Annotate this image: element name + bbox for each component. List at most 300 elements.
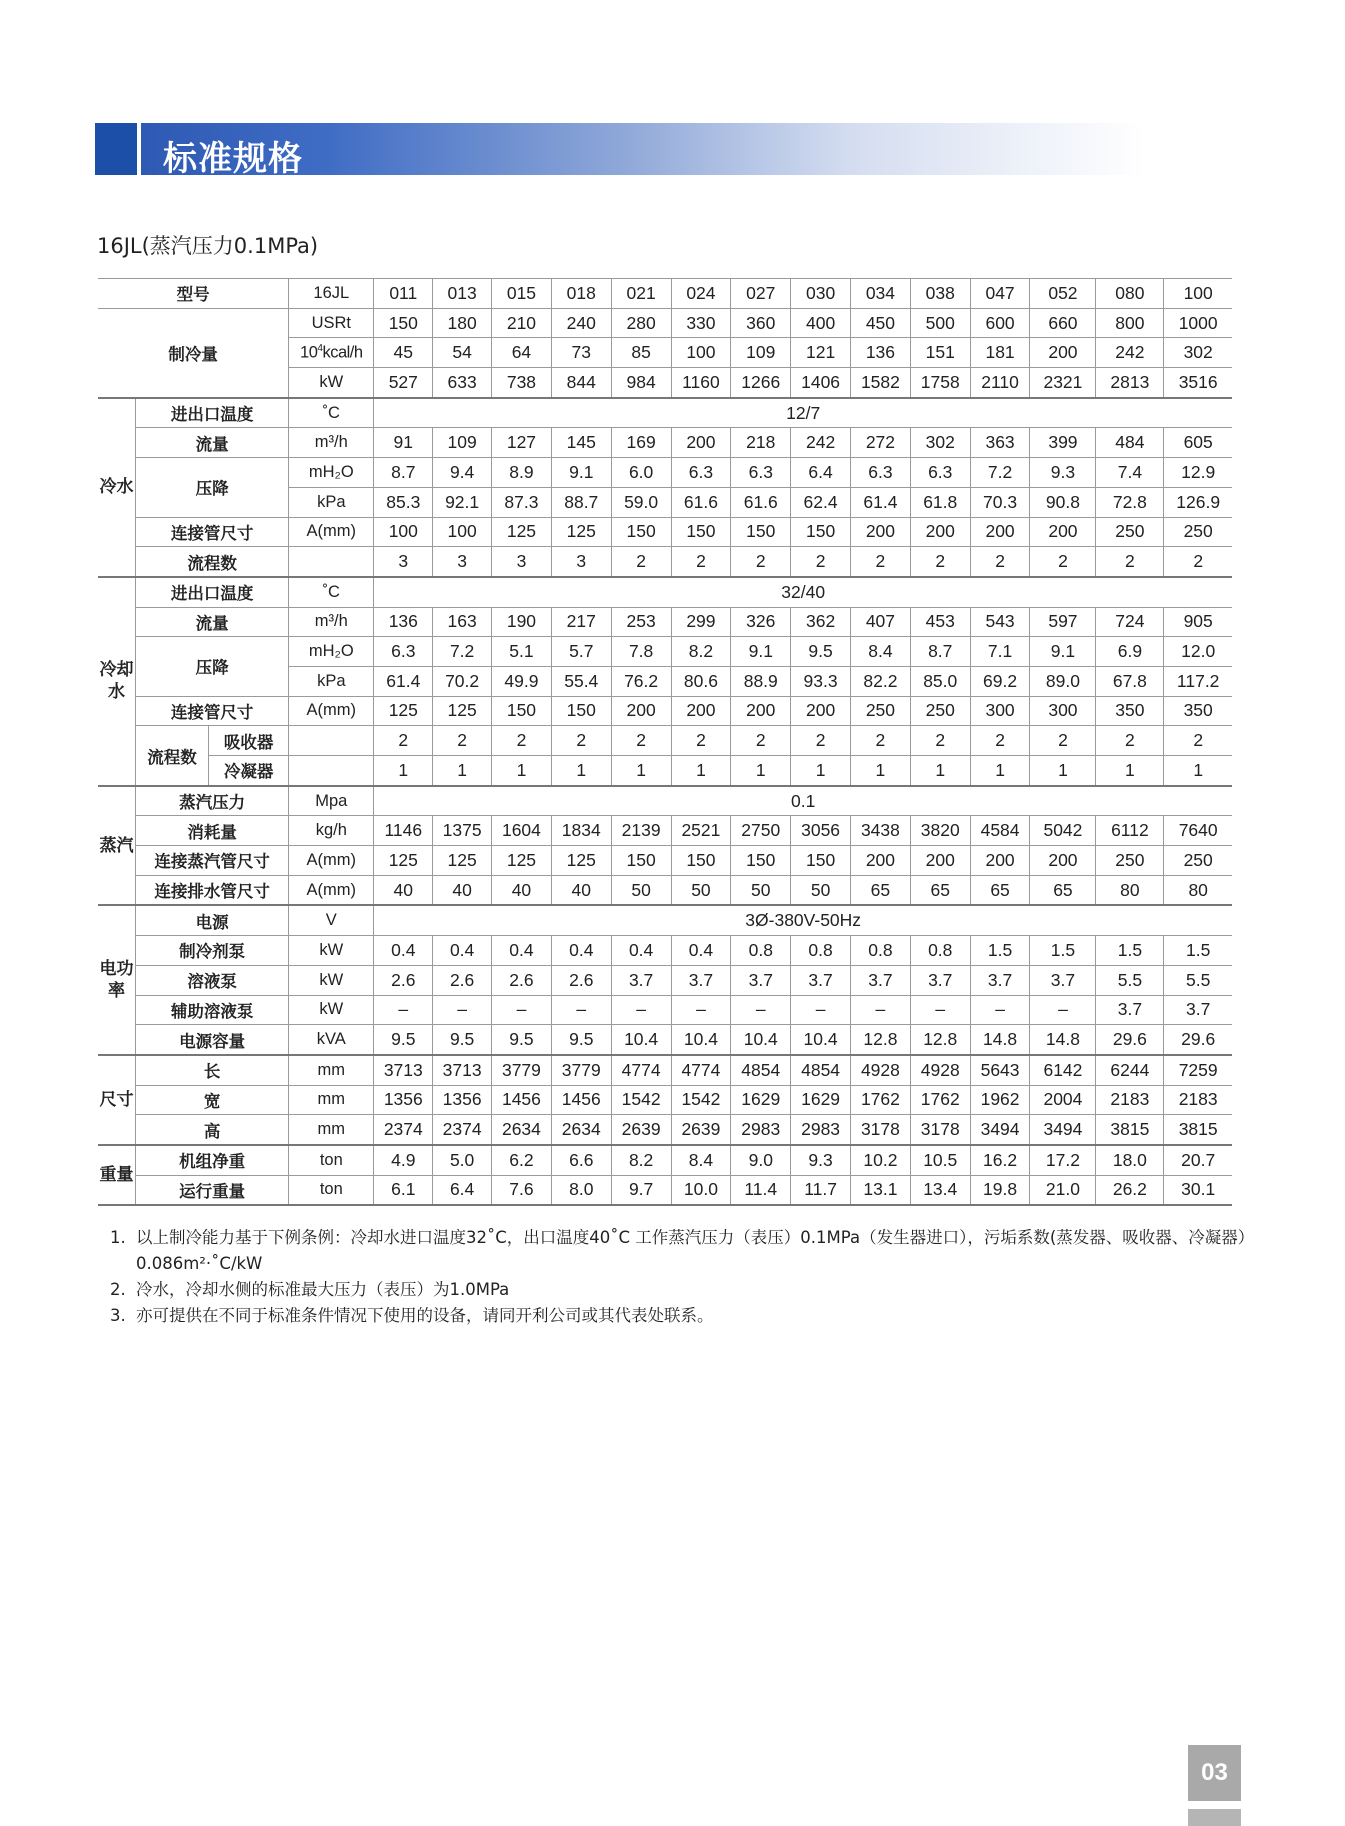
refrigerant-pump-value: 0.4 bbox=[374, 936, 433, 966]
capacity-kw-value: 527 bbox=[374, 368, 433, 398]
note-number: 1. bbox=[110, 1228, 126, 1247]
power-capacity-value: 29.6 bbox=[1096, 1025, 1164, 1055]
cooling-condenser-value: 1 bbox=[851, 756, 911, 786]
power-capacity-value: 9.5 bbox=[374, 1025, 433, 1055]
cooling-pipe-value: 200 bbox=[611, 696, 671, 726]
capacity-kw-value: 738 bbox=[492, 368, 552, 398]
dimension-length-value: 6142 bbox=[1030, 1055, 1096, 1085]
capacity-label: 制冷量 bbox=[98, 308, 289, 398]
cooling-pipe-value: 200 bbox=[791, 696, 851, 726]
refrigerant-pump-value: 0.4 bbox=[551, 936, 611, 966]
solution-pump-value: 3.7 bbox=[791, 965, 851, 995]
model-row bbox=[98, 279, 1232, 309]
refrigerant-pump-value: 0.4 bbox=[611, 936, 671, 966]
chilled-passes-value: 3 bbox=[551, 547, 611, 577]
steam-consumption-value: 3438 bbox=[851, 816, 911, 846]
chilled-drop-mh2o-value: 9.4 bbox=[433, 458, 492, 488]
dimension-width-value: 1762 bbox=[851, 1085, 911, 1115]
cooling-condenser-value: 1 bbox=[433, 756, 492, 786]
chilled-passes-value: 2 bbox=[851, 547, 911, 577]
steam-pipe-value: 125 bbox=[492, 846, 552, 876]
chilled-drop-mh2o-value: 9.3 bbox=[1030, 458, 1096, 488]
note-number: 3. bbox=[110, 1306, 126, 1325]
steam-pipe-row bbox=[98, 846, 1232, 876]
cooling-condenser-value: 1 bbox=[551, 756, 611, 786]
chilled-flow-unit: m³/h bbox=[289, 428, 374, 458]
solution-pump-label: 溶液泵 bbox=[136, 965, 289, 995]
weight-operating-value: 13.4 bbox=[910, 1175, 970, 1205]
cooling-flow-value: 163 bbox=[433, 607, 492, 637]
chilled-temp-value: 12/7 bbox=[374, 398, 1232, 428]
chilled-drop-mh2o-value: 7.2 bbox=[970, 458, 1030, 488]
steam-consumption-value: 3820 bbox=[910, 816, 970, 846]
power-capacity-value: 9.5 bbox=[433, 1025, 492, 1055]
chilled-pipe-value: 100 bbox=[433, 517, 492, 547]
dimension-length-row bbox=[98, 1055, 1232, 1085]
capacity-usrt-unit: USRt bbox=[289, 308, 374, 338]
steam-pipe-value: 150 bbox=[611, 846, 671, 876]
model-value: 034 bbox=[851, 279, 911, 309]
dimension-length-unit: mm bbox=[289, 1055, 374, 1085]
steam-consumption-value: 2750 bbox=[731, 816, 791, 846]
capacity-usrt-value: 600 bbox=[970, 308, 1030, 338]
model-value: 038 bbox=[910, 279, 970, 309]
capacity-kw-value: 3516 bbox=[1164, 368, 1232, 398]
cooling-condenser-value: 1 bbox=[970, 756, 1030, 786]
chilled-flow-value: 218 bbox=[731, 428, 791, 458]
solution-pump-value: 3.7 bbox=[851, 965, 911, 995]
cooling-pipe-value: 125 bbox=[374, 696, 433, 726]
steam-consumption-value: 4584 bbox=[970, 816, 1030, 846]
capacity-kw-value: 633 bbox=[433, 368, 492, 398]
dimension-width-value: 2004 bbox=[1030, 1085, 1096, 1115]
dimension-length-value: 5643 bbox=[970, 1055, 1030, 1085]
chilled-pipe-value: 125 bbox=[551, 517, 611, 547]
refrigerant-pump-value: 1.5 bbox=[1030, 936, 1096, 966]
note-text: 亦可提供在不同于标准条件情况下使用的设备，请同开利公司或其代表处联系。 bbox=[136, 1306, 714, 1325]
capacity-usrt-value: 800 bbox=[1096, 308, 1164, 338]
cooling-drop-kpa-value: 69.2 bbox=[970, 666, 1030, 696]
cooling-absorber-value: 2 bbox=[492, 726, 552, 756]
power-capacity-value: 14.8 bbox=[970, 1025, 1030, 1055]
dimension-length-label: 长 bbox=[136, 1055, 289, 1085]
chilled-passes-value: 2 bbox=[731, 547, 791, 577]
capacity-kw-value: 1160 bbox=[671, 368, 731, 398]
chilled-passes-label: 流程数 bbox=[136, 547, 289, 577]
cooling-temp-row bbox=[98, 577, 1232, 607]
dimension-group-label: 尺寸 bbox=[98, 1055, 136, 1145]
aux-pump-value: – bbox=[731, 995, 791, 1025]
dimension-length-value: 3779 bbox=[492, 1055, 552, 1085]
cooling-condenser-value: 1 bbox=[1164, 756, 1232, 786]
cooling-condenser-value: 1 bbox=[374, 756, 433, 786]
chilled-flow-value: 363 bbox=[970, 428, 1030, 458]
chilled-flow-value: 127 bbox=[492, 428, 552, 458]
chilled-pipe-value: 200 bbox=[851, 517, 911, 547]
note-item bbox=[110, 1225, 1250, 1277]
aux-pump-value: – bbox=[551, 995, 611, 1025]
cooling-drop-mh2o-value: 7.1 bbox=[970, 637, 1030, 667]
power-capacity-label: 电源容量 bbox=[136, 1025, 289, 1055]
cooling-condenser-value: 1 bbox=[731, 756, 791, 786]
weight-operating-value: 11.4 bbox=[731, 1175, 791, 1205]
capacity-kw-value: 1266 bbox=[731, 368, 791, 398]
weight-net-row bbox=[98, 1145, 1232, 1175]
weight-operating-value: 6.1 bbox=[374, 1175, 433, 1205]
cooling-flow-value: 453 bbox=[910, 607, 970, 637]
dimension-width-value: 2183 bbox=[1164, 1085, 1232, 1115]
steam-pipe-unit: A(mm) bbox=[289, 846, 374, 876]
cooling-drop-kpa-value: 117.2 bbox=[1164, 666, 1232, 696]
chilled-pipe-value: 100 bbox=[374, 517, 433, 547]
power-capacity-unit: kVA bbox=[289, 1025, 374, 1055]
refrigerant-pump-label: 制冷剂泵 bbox=[136, 936, 289, 966]
chilled-drop-kpa-value: 61.6 bbox=[731, 487, 791, 517]
chilled-temp-row bbox=[98, 398, 1232, 428]
dimension-width-value: 1629 bbox=[791, 1085, 851, 1115]
chilled-passes-value: 3 bbox=[433, 547, 492, 577]
chilled-drop-kpa-value: 72.8 bbox=[1096, 487, 1164, 517]
weight-group-label: 重量 bbox=[98, 1145, 136, 1205]
aux-pump-label: 辅助溶液泵 bbox=[136, 995, 289, 1025]
cooling-absorber-value: 2 bbox=[611, 726, 671, 756]
steam-consumption-value: 6112 bbox=[1096, 816, 1164, 846]
chilled-drop-mh2o-value: 9.1 bbox=[551, 458, 611, 488]
drain-pipe-value: 40 bbox=[551, 875, 611, 905]
chilled-drop-mh2o-value: 8.9 bbox=[492, 458, 552, 488]
dimension-width-value: 1542 bbox=[671, 1085, 731, 1115]
refrigerant-pump-value: 0.8 bbox=[731, 936, 791, 966]
weight-operating-value: 30.1 bbox=[1164, 1175, 1232, 1205]
chilled-passes-value: 2 bbox=[611, 547, 671, 577]
drain-pipe-row bbox=[98, 875, 1232, 905]
cooling-drop-mh2o-value: 8.2 bbox=[671, 637, 731, 667]
chilled-pipe-value: 150 bbox=[611, 517, 671, 547]
chilled-drop-mh2o-value: 6.3 bbox=[731, 458, 791, 488]
power-capacity-value: 9.5 bbox=[551, 1025, 611, 1055]
cooling-drop-kpa-value: 76.2 bbox=[611, 666, 671, 696]
steam-pipe-value: 150 bbox=[671, 846, 731, 876]
dimension-width-value: 1762 bbox=[910, 1085, 970, 1115]
dimension-length-value: 3713 bbox=[433, 1055, 492, 1085]
chilled-passes-value: 2 bbox=[1164, 547, 1232, 577]
steam-pipe-value: 250 bbox=[1164, 846, 1232, 876]
chilled-pipe-value: 250 bbox=[1164, 517, 1232, 547]
unit-exponent: 4 bbox=[317, 342, 323, 354]
cooling-drop-kpa-value: 70.2 bbox=[433, 666, 492, 696]
drain-pipe-value: 65 bbox=[1030, 875, 1096, 905]
model-value: 018 bbox=[551, 279, 611, 309]
cooling-flow-value: 362 bbox=[791, 607, 851, 637]
cooling-flow-value: 217 bbox=[551, 607, 611, 637]
page-tab-decoration bbox=[1188, 1809, 1241, 1826]
chilled-drop-mh2o-unit: mH₂O bbox=[289, 458, 374, 488]
model-unit: 16JL bbox=[289, 279, 374, 309]
drain-pipe-value: 40 bbox=[492, 875, 552, 905]
cooling-drop-label: 压降 bbox=[136, 637, 289, 696]
steam-pressure-value: 0.1 bbox=[374, 786, 1232, 816]
cooling-drop-mh2o-value: 8.4 bbox=[851, 637, 911, 667]
capacity-usrt-row bbox=[98, 308, 1232, 338]
dimension-height-value: 2983 bbox=[791, 1115, 851, 1145]
dimension-height-value: 3815 bbox=[1096, 1115, 1164, 1145]
dimension-length-value: 3779 bbox=[551, 1055, 611, 1085]
cooling-pipe-value: 125 bbox=[433, 696, 492, 726]
solution-pump-value: 2.6 bbox=[492, 965, 552, 995]
power-capacity-row bbox=[98, 1025, 1232, 1055]
steam-consumption-row bbox=[98, 816, 1232, 846]
steam-consumption-value: 3056 bbox=[791, 816, 851, 846]
spec-table bbox=[98, 278, 1232, 1206]
dimension-height-value: 3494 bbox=[970, 1115, 1030, 1145]
weight-net-value: 6.6 bbox=[551, 1145, 611, 1175]
steam-pipe-value: 125 bbox=[551, 846, 611, 876]
cooling-drop-mh2o-value: 9.5 bbox=[791, 637, 851, 667]
chilled-passes-value: 2 bbox=[671, 547, 731, 577]
chilled-drop-mh2o-value: 6.3 bbox=[671, 458, 731, 488]
model-value: 011 bbox=[374, 279, 433, 309]
chilled-drop-kpa-value: 87.3 bbox=[492, 487, 552, 517]
solution-pump-value: 2.6 bbox=[551, 965, 611, 995]
capacity-usrt-value: 150 bbox=[374, 308, 433, 338]
refrigerant-pump-value: 0.8 bbox=[791, 936, 851, 966]
model-value: 015 bbox=[492, 279, 552, 309]
dimension-length-value: 4854 bbox=[791, 1055, 851, 1085]
dimension-width-value: 1542 bbox=[611, 1085, 671, 1115]
chilled-temp-label: 进出口温度 bbox=[136, 398, 289, 428]
cooling-pipe-value: 150 bbox=[492, 696, 552, 726]
weight-net-value: 8.4 bbox=[671, 1145, 731, 1175]
dimension-height-value: 3178 bbox=[851, 1115, 911, 1145]
capacity-kw-value: 1582 bbox=[851, 368, 911, 398]
chilled-drop-kpa-value: 61.4 bbox=[851, 487, 911, 517]
cooling-drop-kpa-value: 49.9 bbox=[492, 666, 552, 696]
note-item bbox=[110, 1303, 1250, 1329]
dimension-height-value: 2374 bbox=[374, 1115, 433, 1145]
chilled-pipe-value: 150 bbox=[671, 517, 731, 547]
cooling-pipe-unit: A(mm) bbox=[289, 696, 374, 726]
aux-pump-value: – bbox=[374, 995, 433, 1025]
drain-pipe-value: 40 bbox=[433, 875, 492, 905]
chilled-flow-value: 109 bbox=[433, 428, 492, 458]
cooling-flow-row bbox=[98, 607, 1232, 637]
capacity-usrt-value: 1000 bbox=[1164, 308, 1232, 338]
solution-pump-value: 3.7 bbox=[910, 965, 970, 995]
cooling-pipe-value: 200 bbox=[671, 696, 731, 726]
weight-net-value: 9.3 bbox=[791, 1145, 851, 1175]
dimension-width-unit: mm bbox=[289, 1085, 374, 1115]
steam-pipe-value: 125 bbox=[433, 846, 492, 876]
cooling-flow-label: 流量 bbox=[136, 607, 289, 637]
cooling-pipe-value: 300 bbox=[1030, 696, 1096, 726]
header-accent-block bbox=[95, 123, 137, 175]
weight-operating-value: 6.4 bbox=[433, 1175, 492, 1205]
dimension-length-value: 4928 bbox=[851, 1055, 911, 1085]
chilled-pipe-row bbox=[98, 517, 1232, 547]
steam-consumption-value: 2139 bbox=[611, 816, 671, 846]
cooling-flow-value: 597 bbox=[1030, 607, 1096, 637]
cooling-pipe-value: 250 bbox=[910, 696, 970, 726]
cooling-drop-kpa-value: 67.8 bbox=[1096, 666, 1164, 696]
capacity-kcal-value: 54 bbox=[433, 338, 492, 368]
cooling-absorber-value: 2 bbox=[1030, 726, 1096, 756]
cooling-drop-kpa-value: 61.4 bbox=[374, 666, 433, 696]
weight-operating-value: 19.8 bbox=[970, 1175, 1030, 1205]
cooling-absorber-value: 2 bbox=[791, 726, 851, 756]
cooling-flow-value: 326 bbox=[731, 607, 791, 637]
dimension-height-value: 3178 bbox=[910, 1115, 970, 1145]
note-item bbox=[110, 1277, 1250, 1303]
capacity-kw-value: 1406 bbox=[791, 368, 851, 398]
chilled-pipe-value: 125 bbox=[492, 517, 552, 547]
model-value: 024 bbox=[671, 279, 731, 309]
dimension-length-value: 4854 bbox=[731, 1055, 791, 1085]
note-text: 以上制冷能力基于下例条例：冷却水进口温度32˚C，出口温度40˚C 工作蒸汽压力（表压）0.1MPa（发生器进口），污垢系数(蒸发器、吸收器、冷凝器）0.086m²·˚C/kW bbox=[136, 1228, 1247, 1273]
solution-pump-value: 3.7 bbox=[1030, 965, 1096, 995]
aux-pump-row bbox=[98, 995, 1232, 1025]
model-value: 100 bbox=[1164, 279, 1232, 309]
chilled-drop-kpa-value: 126.9 bbox=[1164, 487, 1232, 517]
dimension-width-value: 2183 bbox=[1096, 1085, 1164, 1115]
capacity-kcal-value: 136 bbox=[851, 338, 911, 368]
cooling-absorber-value: 2 bbox=[433, 726, 492, 756]
cooling-absorber-label: 吸收器 bbox=[209, 726, 289, 756]
aux-pump-value: – bbox=[970, 995, 1030, 1025]
capacity-usrt-value: 450 bbox=[851, 308, 911, 338]
refrigerant-pump-value: 0.8 bbox=[910, 936, 970, 966]
chilled-passes-value: 2 bbox=[1096, 547, 1164, 577]
model-value: 080 bbox=[1096, 279, 1164, 309]
drain-pipe-value: 50 bbox=[671, 875, 731, 905]
chilled-drop-kpa-unit: kPa bbox=[289, 487, 374, 517]
weight-net-value: 16.2 bbox=[970, 1145, 1030, 1175]
cooling-condenser-value: 1 bbox=[671, 756, 731, 786]
drain-pipe-value: 50 bbox=[791, 875, 851, 905]
cooling-pipe-value: 250 bbox=[851, 696, 911, 726]
chilled-drop-mh2o-value: 12.9 bbox=[1164, 458, 1232, 488]
cooling-flow-value: 543 bbox=[970, 607, 1030, 637]
capacity-kw-value: 2110 bbox=[970, 368, 1030, 398]
model-value: 047 bbox=[970, 279, 1030, 309]
capacity-usrt-value: 280 bbox=[611, 308, 671, 338]
cooling-drop-mh2o-value: 7.2 bbox=[433, 637, 492, 667]
drain-pipe-value: 65 bbox=[970, 875, 1030, 905]
section-title: 标准规格 bbox=[163, 139, 303, 179]
weight-net-value: 10.5 bbox=[910, 1145, 970, 1175]
cooling-pipe-value: 200 bbox=[731, 696, 791, 726]
power-supply-unit: V bbox=[289, 905, 374, 935]
weight-operating-value: 11.7 bbox=[791, 1175, 851, 1205]
capacity-kcal-value: 151 bbox=[910, 338, 970, 368]
weight-operating-row bbox=[98, 1175, 1232, 1205]
weight-net-value: 10.2 bbox=[851, 1145, 911, 1175]
capacity-kw-value: 1758 bbox=[910, 368, 970, 398]
cooling-flow-value: 136 bbox=[374, 607, 433, 637]
chilled-pipe-value: 150 bbox=[731, 517, 791, 547]
chilled-drop-label: 压降 bbox=[136, 458, 289, 517]
dimension-width-value: 1456 bbox=[492, 1085, 552, 1115]
cooling-temp-unit: ˚C bbox=[289, 577, 374, 607]
steam-pipe-value: 150 bbox=[791, 846, 851, 876]
dimension-width-value: 1962 bbox=[970, 1085, 1030, 1115]
refrigerant-pump-row bbox=[98, 936, 1232, 966]
cooling-flow-value: 724 bbox=[1096, 607, 1164, 637]
weight-operating-value: 13.1 bbox=[851, 1175, 911, 1205]
steam-consumption-value: 7640 bbox=[1164, 816, 1232, 846]
cooling-pipe-value: 350 bbox=[1096, 696, 1164, 726]
cooling-absorber-value: 2 bbox=[970, 726, 1030, 756]
weight-operating-unit: ton bbox=[289, 1175, 374, 1205]
cooling-condenser-value: 1 bbox=[1030, 756, 1096, 786]
weight-operating-value: 9.7 bbox=[611, 1175, 671, 1205]
dimension-height-value: 2634 bbox=[551, 1115, 611, 1145]
chilled-pipe-value: 200 bbox=[970, 517, 1030, 547]
header-separator bbox=[137, 123, 141, 175]
chilled-pipe-value: 150 bbox=[791, 517, 851, 547]
refrigerant-pump-value: 0.8 bbox=[851, 936, 911, 966]
weight-net-unit: ton bbox=[289, 1145, 374, 1175]
chilled-flow-value: 91 bbox=[374, 428, 433, 458]
chilled-passes-unit bbox=[289, 547, 374, 577]
weight-net-value: 17.2 bbox=[1030, 1145, 1096, 1175]
chilled-water-group-label: 冷水 bbox=[98, 398, 136, 577]
cooling-drop-kpa-value: 55.4 bbox=[551, 666, 611, 696]
chilled-drop-kpa-value: 90.8 bbox=[1030, 487, 1096, 517]
cooling-flow-value: 253 bbox=[611, 607, 671, 637]
steam-pipe-value: 200 bbox=[970, 846, 1030, 876]
cooling-condenser-value: 1 bbox=[492, 756, 552, 786]
dimension-height-value: 3494 bbox=[1030, 1115, 1096, 1145]
power-supply-row bbox=[98, 905, 1232, 935]
cooling-temp-label: 进出口温度 bbox=[136, 577, 289, 607]
refrigerant-pump-value: 1.5 bbox=[1164, 936, 1232, 966]
dimension-length-value: 4774 bbox=[671, 1055, 731, 1085]
cooling-flow-value: 407 bbox=[851, 607, 911, 637]
capacity-kw-value: 2813 bbox=[1096, 368, 1164, 398]
drain-pipe-value: 50 bbox=[611, 875, 671, 905]
capacity-kcal-value: 302 bbox=[1164, 338, 1232, 368]
steam-pipe-value: 200 bbox=[1030, 846, 1096, 876]
capacity-kcal-value: 100 bbox=[671, 338, 731, 368]
cooling-absorber-unit bbox=[289, 726, 374, 756]
steam-pipe-value: 125 bbox=[374, 846, 433, 876]
cooling-water-group-label: 冷却水 bbox=[98, 577, 136, 786]
capacity-kcal-value: 200 bbox=[1030, 338, 1096, 368]
dimension-width-value: 1356 bbox=[374, 1085, 433, 1115]
solution-pump-value: 5.5 bbox=[1096, 965, 1164, 995]
power-supply-label: 电源 bbox=[136, 905, 289, 935]
cooling-drop-kpa-value: 80.6 bbox=[671, 666, 731, 696]
chilled-flow-value: 605 bbox=[1164, 428, 1232, 458]
dimension-width-value: 1356 bbox=[433, 1085, 492, 1115]
table-subtitle: 16JL(蒸汽压力0.1MPa) bbox=[97, 234, 319, 258]
steam-consumption-unit: kg/h bbox=[289, 816, 374, 846]
weight-net-value: 4.9 bbox=[374, 1145, 433, 1175]
weight-net-value: 8.2 bbox=[611, 1145, 671, 1175]
cooling-flow-value: 299 bbox=[671, 607, 731, 637]
cooling-condenser-value: 1 bbox=[791, 756, 851, 786]
cooling-condenser-label: 冷凝器 bbox=[209, 756, 289, 786]
dimension-width-value: 1456 bbox=[551, 1085, 611, 1115]
unit-base: 10 bbox=[300, 343, 318, 362]
dimension-height-value: 2639 bbox=[671, 1115, 731, 1145]
capacity-usrt-value: 500 bbox=[910, 308, 970, 338]
cooling-drop-mh2o-value: 6.9 bbox=[1096, 637, 1164, 667]
solution-pump-value: 3.7 bbox=[611, 965, 671, 995]
refrigerant-pump-value: 1.5 bbox=[1096, 936, 1164, 966]
cooling-drop-kpa-value: 89.0 bbox=[1030, 666, 1096, 696]
cooling-pipe-value: 150 bbox=[551, 696, 611, 726]
